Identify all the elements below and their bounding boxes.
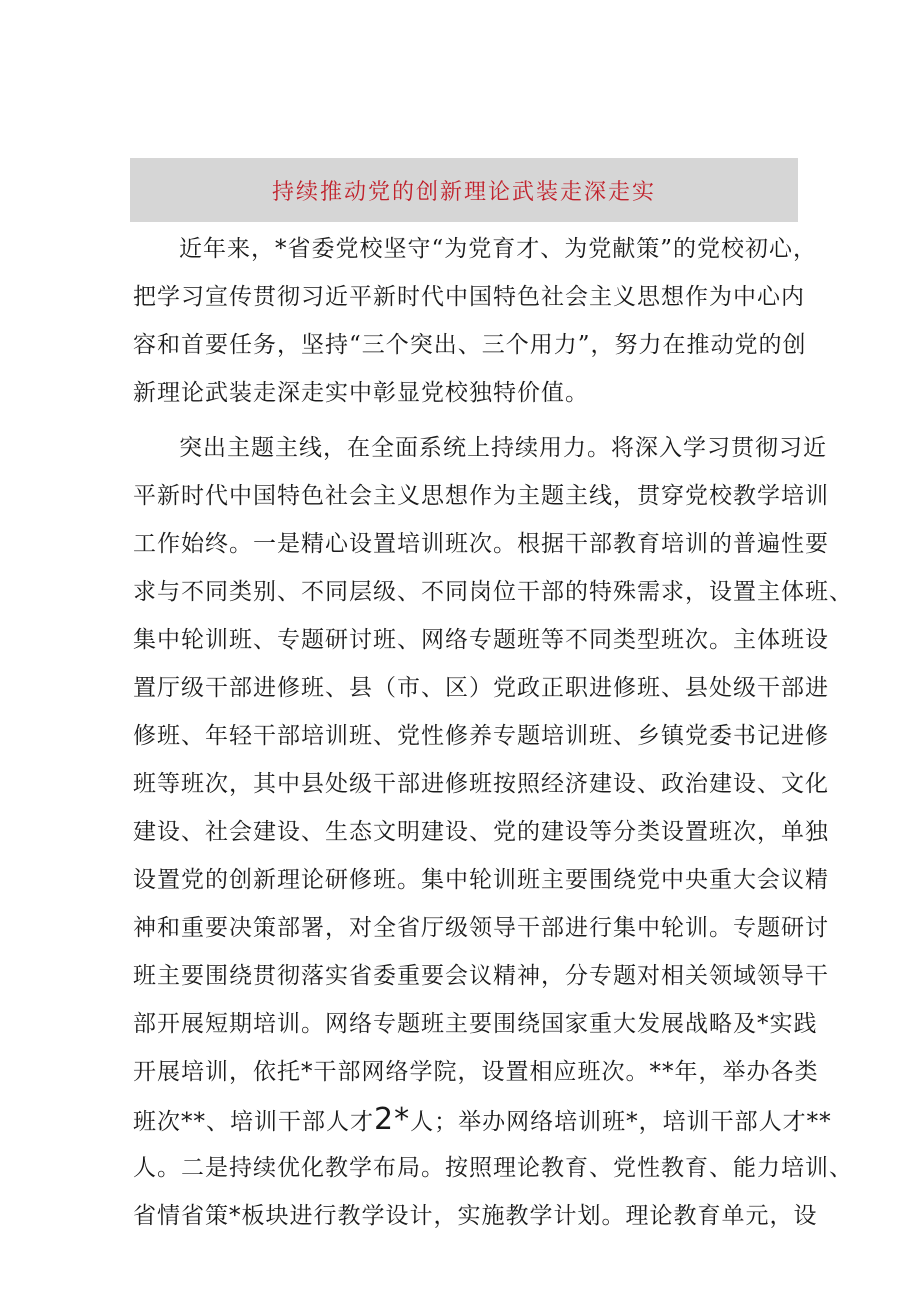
text-line: 人。二是持续优化教学布局。按照理论教育、党性教育、能力培训、 (133, 1155, 853, 1181)
text-line: 平新时代中国特色社会主义思想作为主题主线，贯穿党校教学培训 (133, 483, 829, 509)
text-line: 近年来，*省委党校坚守“为党育才、为党献策”的党校初心， (179, 236, 818, 262)
text-line: 新理论武装走深走实中彰显党校独特价值。 (133, 380, 589, 406)
text-line: 设置党的创新理论研修班。集中轮训班主要围绕党中央重大会议精 (133, 867, 829, 893)
text-line: 部开展短期培训。网络专题班主要围绕国家重大发展战略及*实践 (133, 1011, 818, 1037)
text-line: 求与不同类别、不同层级、不同岗位干部的特殊需求，设置主体班、 (133, 579, 853, 605)
text-line: 容和首要任务，坚持“三个突出、三个用力”，努力在推动党的创 (133, 332, 807, 358)
title-banner (130, 158, 798, 222)
text-line: 置厅级干部进修班、县（市、区）党政正职进修班、县处级干部进 (133, 675, 829, 701)
paragraph-main (133, 424, 853, 1240)
text-line: 把学习宣传贯彻习近平新时代中国特色社会主义思想作为中心内 (133, 284, 805, 310)
text-segment: 人；举办网络培训班*，培训干部人才** (410, 1109, 832, 1135)
paragraph-intro (133, 225, 818, 417)
text-segment-large: 2* (374, 1102, 411, 1137)
text-segment: 班次**、培训干部人才 (133, 1109, 374, 1135)
text-line: 省情省策*板块进行教学设计，实施教学计划。理论教育单元，设 (133, 1203, 818, 1229)
text-line: 神和重要决策部署，对全省厅级领导干部进行集中轮训。专题研讨 (133, 915, 829, 941)
document-title: 持续推动党的创新理论武装走深走实 (271, 179, 656, 205)
text-line: 集中轮训班、专题研讨班、网络专题班等不同类型班次。主体班设 (133, 627, 829, 653)
text-line: 修班、年轻干部培训班、党性修养专题培训班、乡镇党委书记进修 (133, 723, 829, 749)
text-line: 班等班次，其中县处级干部进修班按照经济建设、政治建设、文化 (133, 771, 829, 797)
text-line: 开展培训，依托*干部网络学院，设置相应班次。**年，举办各类 (133, 1059, 819, 1085)
text-line: 突出主题主线，在全面系统上持续用力。将深入学习贯彻习近 (179, 435, 827, 461)
text-line: 班主要围绕贯彻落实省委重要会议精神，分专题对相关领域领导干 (133, 963, 829, 989)
text-line: 工作始终。一是精心设置培训班次。根据干部教育培训的普遍性要 (133, 531, 829, 557)
text-line: 建设、社会建设、生态文明建设、党的建设等分类设置班次，单独 (133, 819, 829, 845)
text-line-mixed (133, 1096, 832, 1144)
